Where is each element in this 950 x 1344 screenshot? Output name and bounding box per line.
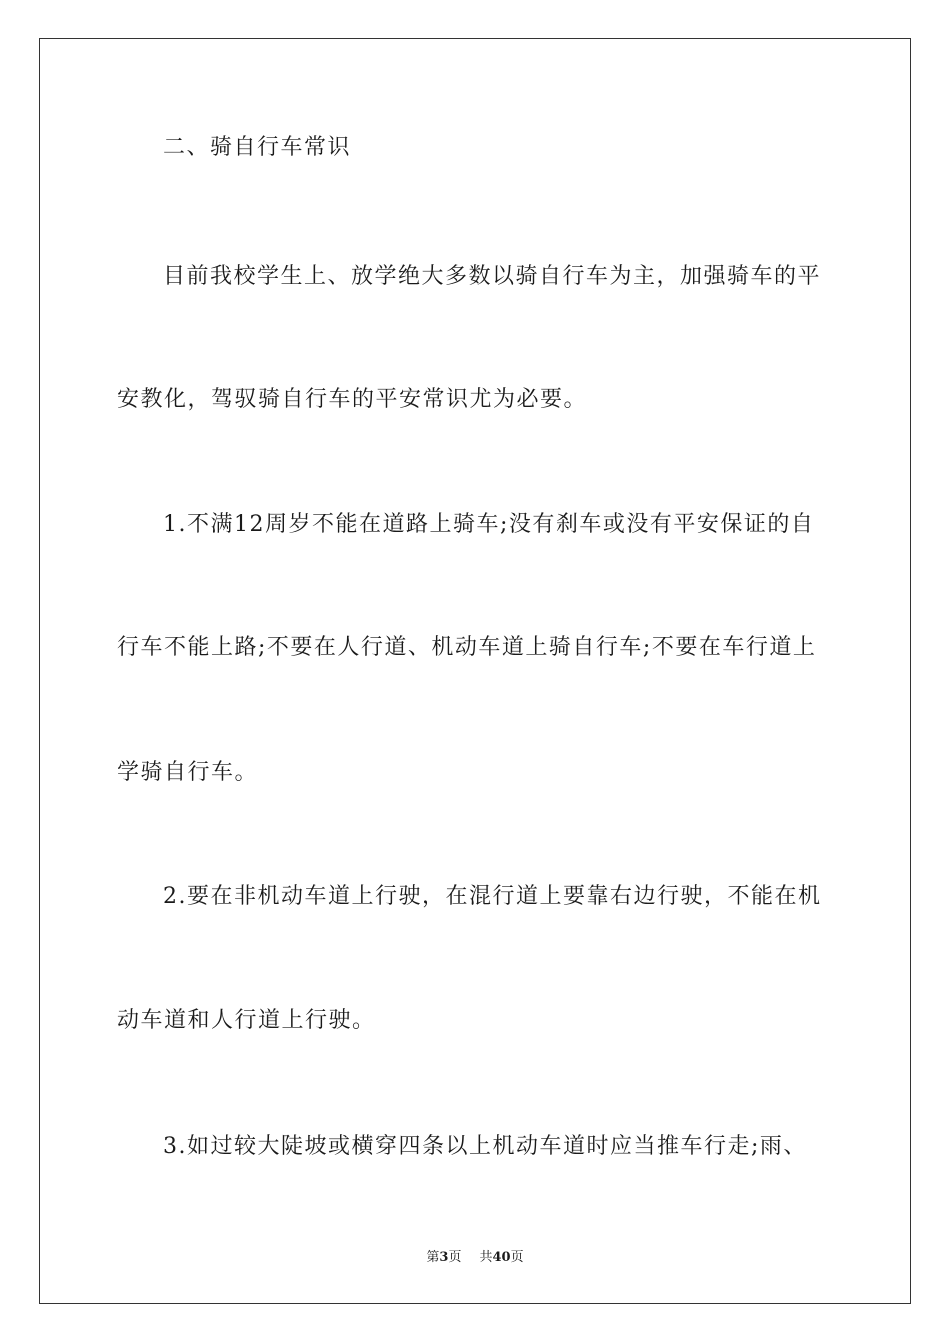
page-number: 3 — [439, 1250, 449, 1265]
total-prefix: 共 — [479, 1250, 493, 1265]
paragraph-line: 2.要在非机动车道上行驶，在混行道上要靠右边行驶，不能在机 — [163, 884, 822, 909]
section-heading: 二、骑自行车常识 — [163, 135, 352, 160]
paragraph-line: 行车不能上路;不要在人行道、机动车道上骑自行车;不要在车行道上 — [117, 635, 817, 660]
paragraph-line: 学骑自行车。 — [117, 760, 259, 785]
paragraph-line: 1.不满12周岁不能在道路上骑车;没有刹车或没有平安保证的自 — [163, 512, 815, 537]
paragraph-line: 3.如过较大陡坡或横穿四条以上机动车道时应当推车行走;雨、 — [163, 1134, 807, 1159]
page-prefix: 第 — [426, 1250, 440, 1265]
total-suffix: 页 — [510, 1250, 524, 1265]
page-suffix: 页 — [448, 1250, 462, 1265]
paragraph-line: 动车道和人行道上行驶。 — [117, 1008, 376, 1033]
page-footer — [0, 1246, 950, 1265]
page-border — [39, 38, 911, 1304]
total-pages: 40 — [492, 1250, 511, 1265]
paragraph-line: 目前我校学生上、放学绝大多数以骑自行车为主，加强骑车的平 — [163, 264, 822, 289]
paragraph-line: 安教化，驾驭骑自行车的平安常识尤为必要。 — [117, 387, 588, 412]
